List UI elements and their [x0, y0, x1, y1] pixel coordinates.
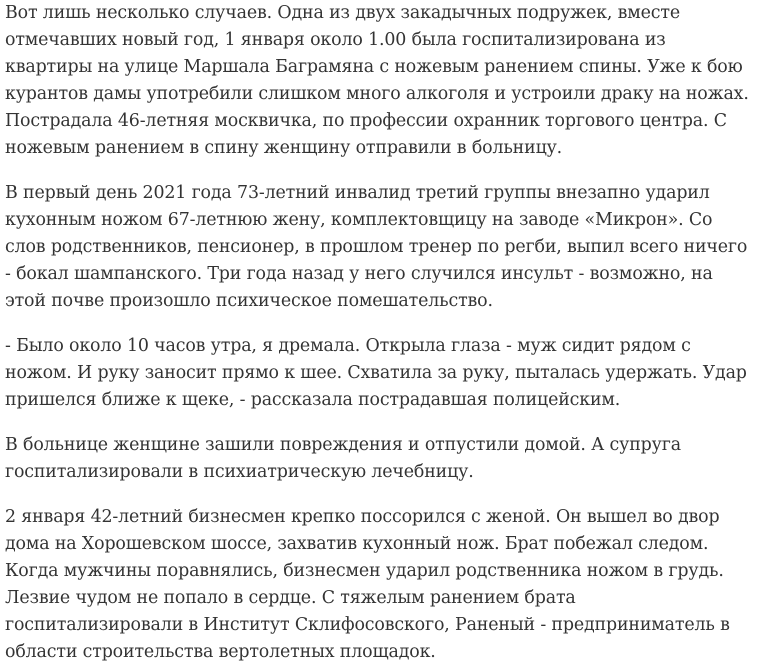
paragraph-4: В больнице женщине зашили повреждения и отпустили домой. А супруга госпитализировали в психиатрическую лечебницу. — [5, 435, 681, 482]
paragraph-5: 2 января 42-летний бизнесмен крепко поссорился с женой. Он вышел во двор дома на Хорошевском шоссе, захватив кухонный нож. Брат побежал следом. Когда мужчины поравнялись, бизнесмен ударил родственника ножом в грудь. Лезвие чудом не попало в сердце. С тяжелым ранением брата госпитализировали в Институт Склифосовского, Раненый - предприниматель в области строительства вертолетных площадок. — [5, 507, 730, 662]
article-body — [5, 0, 757, 666]
paragraph-1: Вот лишь несколько случаев. Одна из двух закадычных подружек, вместе отмечавших новый год, 1 января около 1.00 была госпитализирована из квартиры на улице Маршала Баграмяна с ножевым ранением спины. Уже к бою курантов дамы употребили слишком много алкоголя и устроили драку на ножах. Пострадала 46-летняя москвичка, по профессии охранник торгового центра. С ножевым ранением в спину женщину отправили в больницу. — [5, 3, 749, 158]
paragraph-2: В первый день 2021 года 73-летний инвалид третий группы внезапно ударил кухонным ножом 67-летнюю жену, комплектовщицу на заводе «Микрон». Со слов родственников, пенсионер, в прошлом тренер по регби, выпил всего ничего - бокал шампанского. Три года назад у него случился инсульт - возможно, на этой почве произошло психическое помешательство. — [5, 183, 748, 311]
paragraph-3: - Было около 10 часов утра, я дремала. Открыла глаза - муж сидит рядом с ножом. И руку заносит прямо к шее. Схватила за руку, пыталась удержать. Удар пришелся ближе к щеке, - рассказала пострадавшая полицейским. — [5, 336, 747, 410]
